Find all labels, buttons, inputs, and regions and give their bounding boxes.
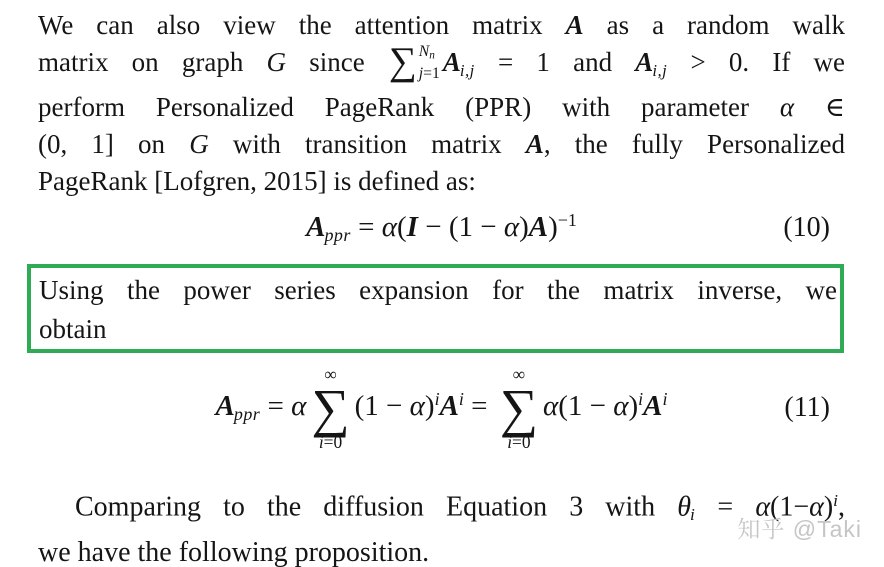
text-run: n bbox=[429, 48, 435, 61]
text-run: i bbox=[638, 388, 644, 409]
sigma-icon: ∑ bbox=[311, 377, 350, 438]
text-run: i bbox=[458, 388, 464, 409]
sum-operator bbox=[388, 40, 440, 84]
text-line bbox=[38, 534, 845, 567]
text-run: = bbox=[463, 389, 495, 422]
paragraph-intro bbox=[38, 7, 845, 200]
text-run: = bbox=[350, 210, 382, 243]
text-run: i bbox=[507, 432, 513, 453]
text-run: i,j bbox=[459, 60, 475, 80]
text-run: α bbox=[543, 389, 559, 422]
text-run: , bbox=[838, 491, 845, 523]
text-run: (1− bbox=[770, 491, 810, 523]
text-line bbox=[38, 482, 845, 534]
text-run: i,j bbox=[652, 60, 668, 80]
sum-operator bbox=[500, 364, 538, 452]
text-line bbox=[39, 310, 837, 349]
text-run: matrix on graph bbox=[38, 47, 267, 77]
text-run: Using the power series expansion for the matrix inverse, we bbox=[39, 275, 837, 305]
text-run: ∈ bbox=[794, 91, 845, 122]
text-run: (1 − bbox=[354, 389, 410, 422]
text-run: j bbox=[418, 65, 424, 83]
text-run: since bbox=[286, 47, 388, 77]
text-run: ) bbox=[628, 389, 639, 422]
text-run: A bbox=[528, 210, 549, 243]
text-run: =1 bbox=[423, 65, 440, 83]
equation-11 bbox=[38, 358, 845, 458]
text-run: i bbox=[689, 505, 696, 525]
text-run: as a random walk bbox=[583, 10, 845, 40]
text-run: perform Personalized PageRank (PPR) with parameter bbox=[38, 91, 780, 122]
text-run: A bbox=[215, 389, 235, 422]
text-run: ( bbox=[397, 210, 407, 243]
text-line bbox=[39, 271, 837, 310]
text-run: PageRank [Lofgren, 2015] is defined as: bbox=[38, 165, 476, 196]
text-run: N bbox=[418, 42, 430, 60]
text-run: with transition matrix bbox=[208, 128, 526, 159]
sum-upper-limit bbox=[419, 43, 440, 61]
text-run: i bbox=[833, 491, 838, 510]
text-run: ∞ bbox=[324, 363, 337, 384]
text-run: ppr bbox=[233, 403, 261, 424]
text-run: A bbox=[439, 389, 459, 422]
text-run: α bbox=[503, 210, 520, 243]
text-run: A bbox=[525, 128, 544, 159]
sum-lower-limit bbox=[507, 432, 530, 452]
text-run: α bbox=[779, 91, 795, 122]
text-run: i bbox=[434, 388, 440, 409]
text-line bbox=[38, 7, 845, 44]
text-run: A bbox=[306, 210, 326, 243]
text-line bbox=[38, 126, 845, 163]
highlight-box bbox=[27, 264, 844, 353]
equation-10 bbox=[38, 200, 845, 256]
text-run: = bbox=[695, 491, 756, 523]
watermark: 知乎 @Taki bbox=[737, 516, 862, 542]
equation-10-math bbox=[306, 210, 577, 246]
text-run: α bbox=[409, 389, 425, 422]
text-run: α bbox=[381, 210, 397, 243]
text-run: A bbox=[635, 47, 654, 77]
text-run: −1 bbox=[557, 210, 577, 231]
text-run: ) bbox=[424, 389, 435, 422]
text-run: i bbox=[662, 388, 668, 409]
text-run: (0, 1] on bbox=[38, 128, 190, 159]
sum-lower-limit bbox=[319, 432, 342, 452]
text-run: ppr bbox=[324, 224, 351, 245]
highlight-box-text bbox=[39, 271, 837, 349]
text-run: =0 bbox=[512, 432, 531, 453]
text-run: > 0. If we bbox=[667, 47, 845, 77]
text-run: obtain bbox=[39, 314, 107, 344]
equation-11-number: (11) bbox=[784, 392, 830, 423]
text-run: =0 bbox=[323, 432, 343, 453]
paragraph-conclusion bbox=[38, 482, 845, 567]
equation-11-math bbox=[215, 364, 667, 452]
text-run: (1 − bbox=[558, 389, 614, 422]
sigma-icon: ∑ bbox=[388, 40, 417, 84]
equation-10-number: (10) bbox=[783, 212, 830, 243]
text-line bbox=[38, 89, 845, 126]
text-run: ∞ bbox=[512, 363, 526, 384]
sum-lower-limit bbox=[419, 66, 440, 82]
text-run: Comparing to the diffusion Equation 3 with bbox=[75, 491, 678, 523]
text-run: We can also view the attention matrix bbox=[38, 10, 566, 40]
text-run: α bbox=[291, 389, 307, 422]
text-line bbox=[38, 163, 845, 200]
text-run: − (1 − bbox=[417, 210, 504, 243]
text-run: G bbox=[266, 47, 287, 77]
sum-limits bbox=[419, 43, 440, 81]
text-run: ) bbox=[548, 210, 558, 243]
text-run: α bbox=[613, 389, 629, 422]
text-run: , the fully Personalized bbox=[543, 128, 845, 159]
text-run: θ bbox=[677, 491, 691, 523]
text-run: A bbox=[643, 389, 663, 422]
sigma-icon: ∑ bbox=[499, 377, 539, 438]
text-run: I bbox=[406, 210, 418, 243]
text-run: = bbox=[260, 389, 292, 422]
text-run: we have the following proposition. bbox=[38, 537, 430, 567]
text-run: G bbox=[189, 128, 209, 159]
text-run: ) bbox=[519, 210, 529, 243]
text-run: A bbox=[442, 47, 461, 77]
text-run: ) bbox=[823, 491, 834, 523]
sum-operator bbox=[311, 364, 349, 452]
text-line bbox=[38, 40, 845, 89]
text-run: α bbox=[755, 491, 771, 523]
text-run: = 1 and bbox=[474, 47, 636, 77]
text-run: α bbox=[809, 491, 824, 523]
text-run: i bbox=[318, 432, 324, 453]
text-run: A bbox=[565, 10, 584, 40]
